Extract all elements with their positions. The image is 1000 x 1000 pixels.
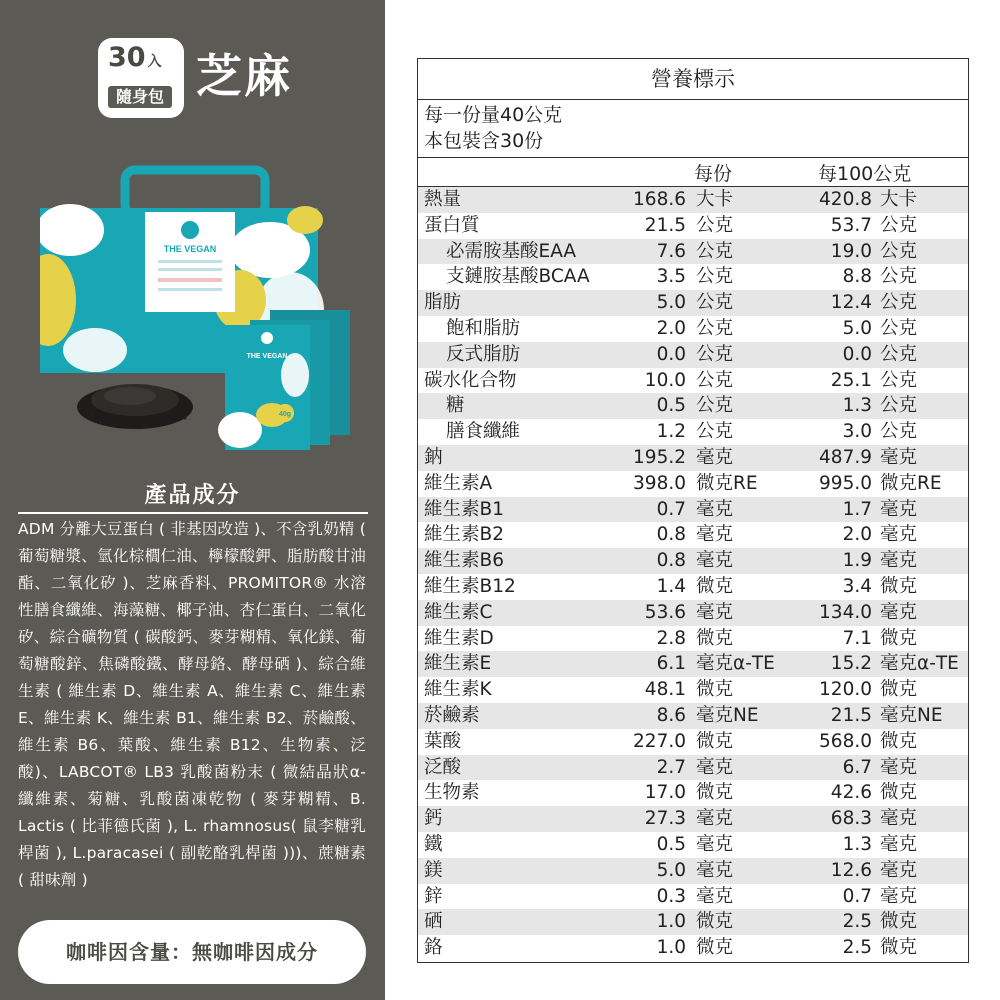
per-100g-unit: 毫克 [880,833,918,855]
nutrition-row [418,935,968,961]
per-serving-unit: 公克 [696,214,734,236]
per-serving-unit: 公克 [696,369,734,391]
per-serving-unit: 公克 [696,317,734,339]
per-100g-unit: 微克 [880,575,918,597]
pouch-weight: 40g [278,411,292,418]
per-serving-unit: 公克 [696,395,734,417]
serving-size: 每一份量40公克 [424,104,563,126]
per-serving-value: 227.0 [633,730,686,752]
per-serving-value: 27.3 [644,808,686,830]
nutrient-name: 鈉 [424,446,443,468]
nutrition-row [418,909,968,935]
nutrition-row [418,264,968,290]
ingredients-divider [18,512,368,514]
nutrient-name: 維生素K [424,679,492,701]
nutrition-row [418,342,968,368]
nutrient-name: 維生素B1 [424,498,504,520]
per-100g-unit: 微克 [880,911,918,933]
nutrient-name: 維生素B2 [424,524,504,546]
per-100g-unit: 公克 [880,343,918,365]
per-100g-value: 42.6 [830,782,872,804]
per-serving-value: 0.8 [656,524,686,546]
per-serving-value: 0.0 [656,343,686,365]
per-100g-value: 5.0 [842,317,872,339]
nutrient-name: 維生素E [424,653,492,675]
per-serving-value: 0.5 [656,395,686,417]
per-100g-value: 3.4 [842,575,872,597]
nutrition-row [418,522,968,548]
nutrition-row [418,419,968,445]
per-serving-unit: 毫克 [696,859,734,881]
per-serving-value: 0.8 [656,550,686,572]
per-serving-value: 6.1 [656,653,686,675]
per-serving-unit: 微克 [696,937,734,959]
col-per-serving: 每份 [694,163,733,185]
per-serving-unit: 毫克 [696,756,734,778]
per-serving-value: 53.6 [644,601,686,623]
per-100g-unit: 毫克 [880,550,918,572]
nutrient-name: 反式脂肪 [446,343,521,365]
per-serving-value: 2.7 [656,756,686,778]
nutrition-title: 營養標示 [418,59,968,100]
nutrient-name: 鎂 [424,859,443,881]
nutrition-row [418,187,968,213]
per-100g-value: 1.3 [842,395,872,417]
per-serving-unit: 公克 [696,343,734,365]
per-serving-unit: 微克 [696,911,734,933]
per-100g-value: 3.0 [842,421,872,443]
nutrient-name: 支鏈胺基酸BCAA [446,266,590,288]
col-per-100g: 每100公克 [818,163,912,185]
nutrition-row [418,832,968,858]
per-100g-unit: 毫克 [880,524,918,546]
per-serving-value: 2.0 [656,317,686,339]
per-serving-unit: 毫克 [696,833,734,855]
pouches [218,310,350,450]
product-image [40,160,360,460]
left-panel [0,0,385,1000]
per-100g-value: 420.8 [819,189,872,210]
nutrient-name: 維生素B6 [424,550,504,572]
per-serving-value: 5.0 [656,292,686,314]
per-100g-unit: 毫克 [880,885,918,907]
per-100g-unit: 微克 [880,937,918,959]
per-serving-value: 48.1 [644,679,686,701]
nutrient-name: 生物素 [424,782,480,804]
per-serving-value: 0.3 [656,885,686,907]
servings-per-pack: 本包裝含30份 [424,130,544,152]
per-100g-unit: 大卡 [880,189,918,210]
per-serving-unit: 大卡 [696,189,734,210]
nutrition-row [418,445,968,471]
per-100g-value: 25.1 [830,369,872,391]
per-serving-unit: 毫克NE [696,704,759,726]
nutrient-name: 鈣 [424,808,443,830]
per-100g-value: 21.5 [830,704,872,726]
per-100g-unit: 毫克 [880,498,918,520]
per-serving-unit: 毫克 [696,550,734,572]
per-100g-unit: 毫克NE [880,704,943,726]
per-100g-unit: 公克 [880,421,918,443]
per-serving-value: 3.5 [656,266,686,288]
pack-count: 30 入 [108,42,162,73]
nutrient-name: 飽和脂肪 [446,317,521,339]
per-serving-unit: 微克 [696,627,734,649]
nutrient-name: 硒 [424,911,443,933]
per-100g-value: 0.7 [842,885,872,907]
nutrient-name: 鉻 [424,937,443,959]
nutrition-row [418,755,968,781]
per-serving-unit: 微克 [696,730,734,752]
per-100g-value: 1.3 [842,833,872,855]
nutrition-row [418,780,968,806]
per-serving-unit: 微克RE [696,472,758,494]
per-serving-unit: 毫克 [696,446,734,468]
per-100g-value: 15.2 [830,653,872,675]
nutrition-row [418,858,968,884]
per-100g-value: 8.8 [842,266,872,288]
per-serving-unit: 公克 [696,240,734,262]
per-serving-value: 0.5 [656,833,686,855]
per-100g-value: 12.6 [830,859,872,881]
nutrition-row [418,651,968,677]
per-serving-unit: 微克 [696,782,734,804]
brand-logo-text: THE VEGAN [163,244,217,254]
per-serving-unit: 毫克 [696,498,734,520]
per-serving-unit: 公克 [696,266,734,288]
nutrient-name: 鐵 [424,833,443,855]
per-100g-unit: 毫克 [880,446,918,468]
per-serving-unit: 毫克α-TE [696,653,775,675]
caffeine-pill: 咖啡因含量：無咖啡因成分 [18,920,366,984]
nutrient-name: 葉酸 [424,730,462,752]
per-100g-value: 6.7 [842,756,872,778]
column-header [418,158,968,187]
nutrition-row [418,213,968,239]
per-100g-unit: 微克 [880,627,918,649]
per-serving-value: 168.6 [633,189,686,210]
per-serving-unit: 毫克 [696,885,734,907]
nutrient-name: 必需胺基酸EAA [446,240,577,262]
per-100g-value: 487.9 [819,446,872,468]
nutrient-name: 鋅 [424,885,443,907]
per-100g-value: 2.0 [842,524,872,546]
per-serving-unit: 毫克 [696,601,734,623]
nutrient-name: 蛋白質 [424,214,480,236]
nutrition-row [418,677,968,703]
per-100g-value: 1.9 [842,550,872,572]
per-serving-value: 0.7 [656,498,686,520]
nutrition-row [418,806,968,832]
per-serving-unit: 微克 [696,679,734,701]
per-100g-value: 7.1 [842,627,872,649]
per-100g-unit: 毫克 [880,601,918,623]
pack-count-badge [98,38,184,118]
per-100g-value: 68.3 [830,808,872,830]
per-serving-value: 1.0 [656,911,686,933]
per-100g-value: 134.0 [819,601,872,623]
per-serving-value: 8.6 [656,704,686,726]
per-100g-unit: 公克 [880,292,918,314]
nutrition-row [418,471,968,497]
per-100g-unit: 微克 [880,679,918,701]
nutrition-row [418,548,968,574]
per-100g-unit: 毫克 [880,808,918,830]
sesame-pile [77,384,193,429]
nutrition-table [417,58,969,963]
serving-info [418,100,968,158]
per-serving-value: 21.5 [644,214,686,236]
per-serving-value: 5.0 [656,859,686,881]
nutrition-row [418,600,968,626]
nutrition-row [418,703,968,729]
per-100g-value: 19.0 [830,240,872,262]
per-100g-unit: 公克 [880,317,918,339]
nutrition-row [418,393,968,419]
per-100g-unit: 公克 [880,395,918,417]
per-100g-value: 2.5 [842,937,872,959]
per-100g-unit: 微克 [880,782,918,804]
per-serving-value: 2.8 [656,627,686,649]
per-100g-unit: 微克RE [880,472,942,494]
per-serving-value: 7.6 [656,240,686,262]
per-serving-value: 1.2 [656,421,686,443]
nutrient-name: 維生素C [424,601,493,623]
nutrient-name: 維生素D [424,627,494,649]
ingredients-text: ADM 分離大豆蛋白 ( 非基因改造 )、不含乳奶精 ( 葡萄糖漿、氫化棕櫚仁油、檸檬酸鉀、脂肪酸甘油酯、二氧化矽 )、芝麻香料、PROMITOR® 水溶性膳食纖維、海藻糖、椰子油、杏仁蛋白、二氧化矽、綜合礦物質 ( 碳酸鈣、麥芽糊精、氧化鎂、葡萄糖酸鋅、焦磷酸鐵、酵母鉻、酵母硒 )、綜合維生素 ( 維生素 D、維生素 A、維生素 C、維生素 E、維生素 K、維生素 B1、維生素 B2、菸鹼酸、維生素 B6、葉酸、維生素 B12、生物素、泛酸)、LABCOT® LB3 乳酸菌粉末 ( 微結晶狀α- 纖維素、菊糖、乳酸菌凍乾物 ( 麥芽糊精、B. Lactis ( 比菲德氏菌 ), L. rhamnosus( 鼠李糖乳桿菌 ), L.paracasei ( 副乾酪乳桿菌 )))、蔗糖素 ( 甜味劑 ) [18,520,366,889]
per-serving-value: 1.4 [656,575,686,597]
nutrition-row [418,497,968,523]
per-100g-value: 995.0 [819,472,872,494]
per-serving-value: 1.0 [656,937,686,959]
per-100g-value: 568.0 [819,730,872,752]
svg-text:THE VEGAN: THE VEGAN [246,353,288,360]
nutrient-name: 熱量 [424,189,462,210]
nutrition-row [418,368,968,394]
per-serving-value: 17.0 [644,782,686,804]
nutrition-row [418,729,968,755]
flavor-title: 芝麻 [196,49,292,103]
per-100g-unit: 微克 [880,730,918,752]
nutrient-name: 膳食纖維 [446,421,521,443]
nutrient-name: 糖 [446,395,465,417]
nutrient-name: 脂肪 [424,292,462,314]
nutrient-name: 維生素A [424,472,493,494]
nutrient-name: 維生素B12 [424,575,516,597]
pouch-label: 隨身包 [108,86,172,108]
per-serving-value: 195.2 [633,446,686,468]
nutrient-name: 泛酸 [424,756,462,778]
nutrition-row [418,626,968,652]
per-serving-value: 10.0 [644,369,686,391]
per-100g-unit: 公克 [880,214,918,236]
per-100g-value: 2.5 [842,911,872,933]
per-100g-value: 0.0 [842,343,872,365]
per-100g-unit: 公克 [880,266,918,288]
per-serving-value: 398.0 [633,472,686,494]
nutrition-row [418,574,968,600]
nutrition-row [418,239,968,265]
per-serving-unit: 公克 [696,421,734,443]
per-100g-value: 12.4 [830,292,872,314]
ingredients-title: 產品成分 [144,483,241,508]
per-100g-unit: 毫克 [880,756,918,778]
nutrient-name: 菸鹼素 [424,704,480,726]
nutrition-row [418,884,968,910]
per-100g-value: 1.7 [842,498,872,520]
per-serving-unit: 毫克 [696,524,734,546]
nutrient-name: 碳水化合物 [424,369,517,391]
per-serving-unit: 微克 [696,575,734,597]
per-serving-unit: 毫克 [696,808,734,830]
per-100g-unit: 公克 [880,240,918,262]
per-100g-value: 120.0 [819,679,872,701]
per-100g-unit: 公克 [880,369,918,391]
nutrition-row [418,316,968,342]
nutrition-rows [418,187,968,961]
per-100g-value: 53.7 [830,214,872,236]
per-serving-unit: 公克 [696,292,734,314]
per-100g-unit: 毫克 [880,859,918,881]
nutrition-row [418,290,968,316]
per-100g-unit: 毫克α-TE [880,653,959,675]
